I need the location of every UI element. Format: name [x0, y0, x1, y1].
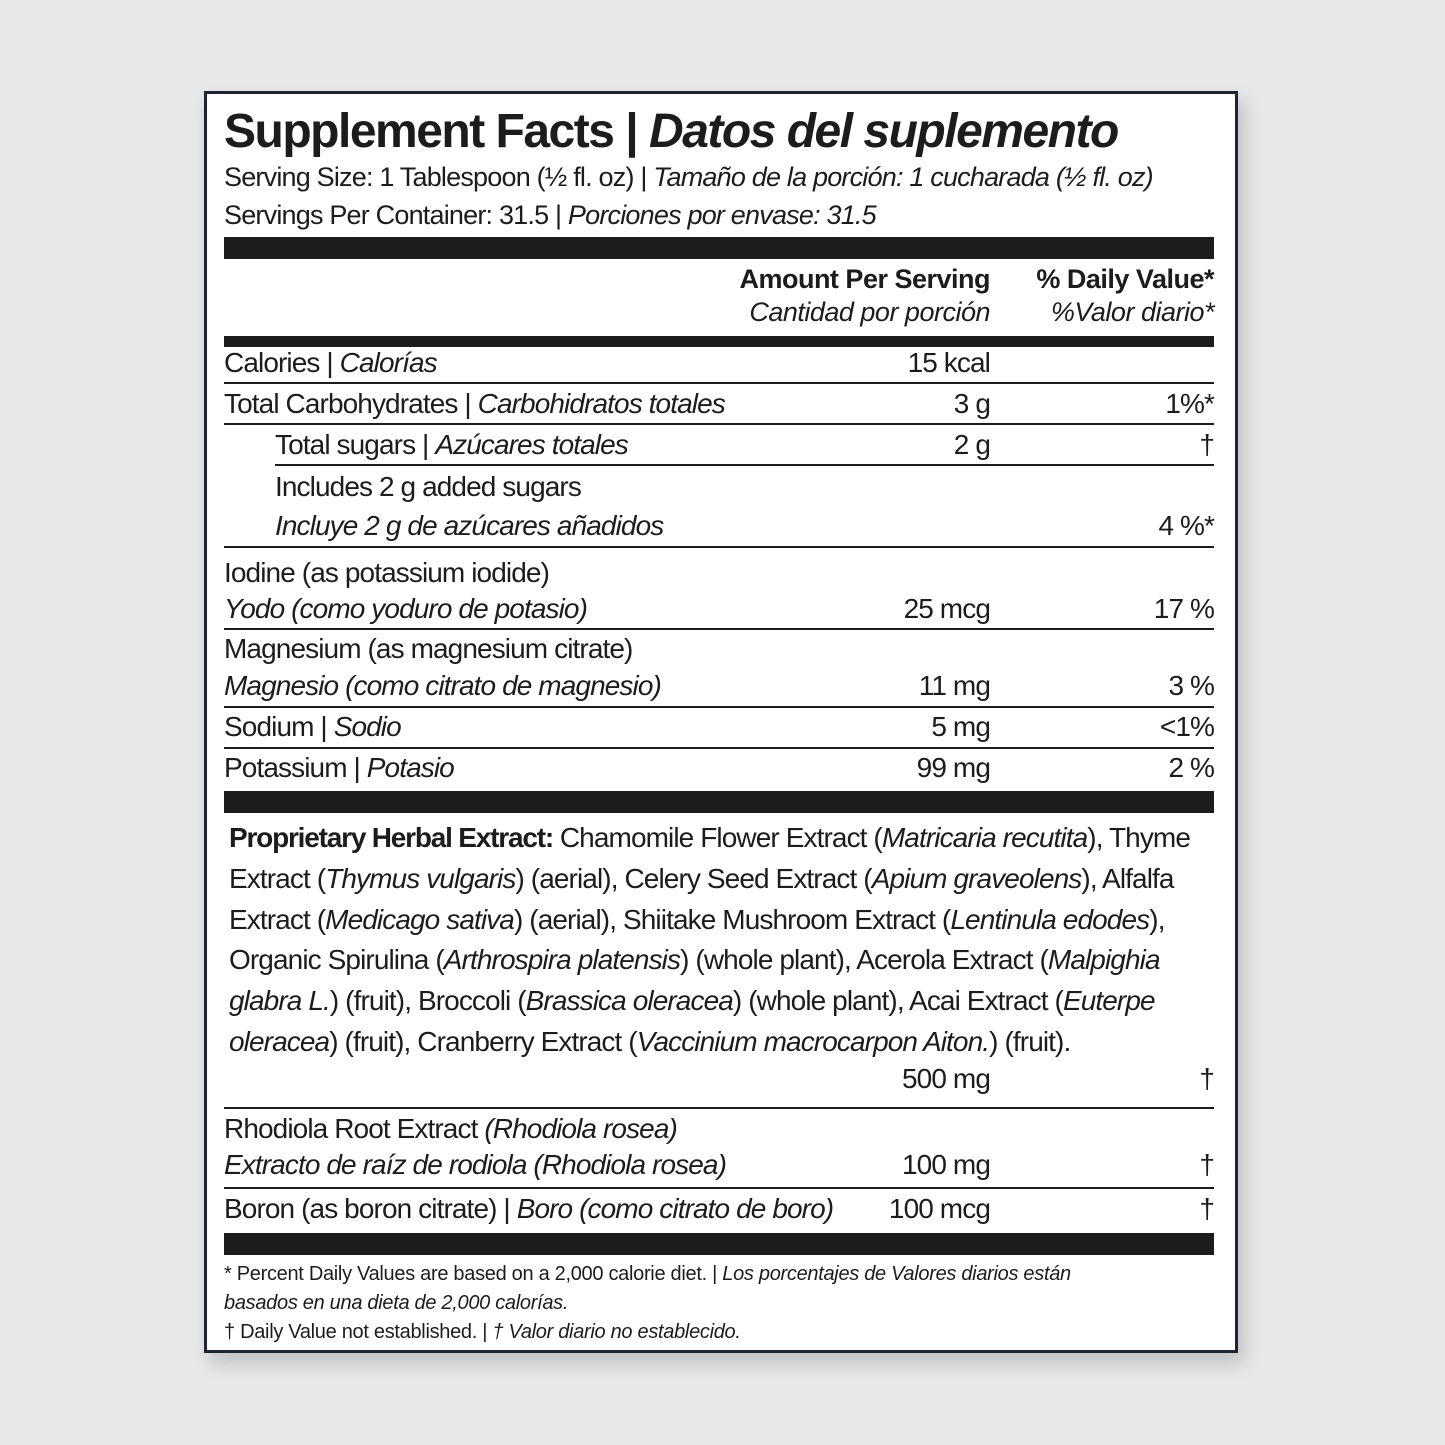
page-title [224, 104, 1118, 159]
serving-size [224, 162, 1153, 193]
footnote-1-sep: | [706, 1263, 723, 1285]
thick-divider [224, 1233, 1214, 1255]
title-separator: | [613, 105, 650, 158]
potassium-label-es: Potasio [366, 752, 454, 783]
footnote-2-sep: | [477, 1321, 493, 1343]
sugars-label-es: Azúcares totales [435, 429, 628, 460]
blend-latin: Vaccinium macrocarpon Aiton. [636, 1025, 990, 1057]
proprietary-blend-text [229, 818, 1214, 1063]
footnote-2-en: † Daily Value not established. [224, 1321, 478, 1343]
carbs-label-es: Carbohidratos totales [477, 388, 725, 419]
blend-text: ) (fruit). [989, 1025, 1071, 1057]
footnote-2-es: † Valor diario no establecido. [492, 1321, 741, 1343]
blend-latin: Lentinula edodes [950, 903, 1150, 935]
boron-dv: † [1199, 1193, 1214, 1224]
sugars-sep: | [415, 429, 436, 460]
blend-latin: Malpighia [1047, 944, 1160, 976]
calories-label-en: Calories [224, 347, 320, 378]
blend-latin: oleracea [229, 1025, 330, 1057]
iodine-amount: 25 mcg [903, 593, 990, 624]
servings-es: Porciones por envase: 31.5 [567, 200, 876, 230]
supplement-facts-panel [204, 91, 1238, 1353]
blend-text: ) (fruit), Cranberry Extract ( [329, 1025, 637, 1057]
proprietary-blend-label: Proprietary Herbal Extract: [229, 822, 553, 853]
blend-text: ) (whole plant), Acerola Extract ( [680, 944, 1048, 976]
calories-amount: 15 kcal [907, 347, 990, 378]
boron-sep: | [496, 1193, 517, 1224]
potassium-dv: 2 % [1168, 752, 1214, 783]
footnote-1-es-continued: basados en una dieta de 2,000 calorías. [224, 1292, 569, 1314]
calories-label-es: Calorías [339, 347, 437, 378]
dv-header-es: %Valor diario* [1050, 297, 1214, 327]
thick-divider [224, 791, 1214, 813]
servings-sep: | [548, 200, 568, 230]
sodium-label-es: Sodio [333, 711, 401, 742]
dv-header-en: % Daily Value* [1036, 264, 1214, 294]
blend-latin: Medicago sativa [325, 903, 514, 935]
blend-latin: Arthrospira platensis [443, 944, 681, 976]
row-divider [224, 382, 1214, 384]
footnote-1-es: Los porcentajes de Valores diarios están [722, 1263, 1071, 1285]
medium-divider [224, 336, 1214, 347]
magnesium-label-es: Magnesio (como citrato de magnesio) [224, 670, 661, 701]
thick-divider [224, 237, 1214, 259]
serving-size-es: Tamaño de la porción: 1 cucharada (½ fl. oz) [653, 162, 1153, 192]
row-divider [224, 747, 1214, 749]
servings-per-container [224, 200, 876, 231]
blend-text: Organic Spirulina ( [229, 944, 444, 976]
magnesium-label-en: Magnesium (as magnesium citrate) [224, 633, 633, 664]
blend-text: ) (whole plant), Acai Extract ( [732, 985, 1063, 1017]
iodine-label-es: Yodo (como yoduro de potasio) [224, 593, 588, 624]
serving-size-en: Serving Size: 1 Tablespoon (½ fl. oz) [224, 162, 634, 192]
carbs-dv: 1%* [1165, 388, 1214, 419]
rhodiola-amount: 100 mg [902, 1149, 990, 1180]
sugars-dv: † [1199, 429, 1214, 460]
servings-en: Servings Per Container: 31.5 [224, 200, 549, 230]
blend-latin: Apium graveolens [871, 862, 1082, 894]
blend-latin: Thymus vulgaris [325, 862, 516, 894]
amount-header-en: Amount Per Serving [739, 264, 990, 294]
blend-text: Chamomile Flower Extract ( [552, 822, 882, 853]
sodium-amount: 5 mg [931, 711, 990, 742]
carbs-label-en: Total Carbohydrates [224, 388, 458, 419]
blend-text: ) (aerial), Shiitake Mushroom Extract ( [513, 903, 951, 935]
proprietary-blend-dv: † [1199, 1063, 1214, 1094]
boron-amount: 100 mcg [888, 1193, 990, 1224]
boron-label-es: Boro (como citrato de boro) [516, 1193, 834, 1224]
calories-sep: | [319, 347, 340, 378]
blend-latin: Matricaria recutita [881, 822, 1088, 853]
footnote-not-established [224, 1321, 741, 1344]
rhodiola-latin: (Rhodiola rosea) [477, 1113, 677, 1144]
blend-text: Extract ( [229, 862, 326, 894]
blend-text: ) (aerial), Celery Seed Extract ( [515, 862, 872, 894]
potassium-amount: 99 mg [916, 752, 990, 783]
row-divider [224, 628, 1214, 630]
blend-text: Extract ( [229, 903, 326, 935]
row-divider [224, 1107, 1214, 1109]
blend-latin: Brassica oleracea [525, 985, 733, 1017]
sugars-label-en: Total sugars [275, 429, 416, 460]
row-divider [224, 706, 1214, 708]
potassium-sep: | [346, 752, 367, 783]
title-en: Supplement Facts [224, 105, 614, 158]
blend-text: ), [1149, 903, 1165, 935]
sodium-label-en: Sodium [224, 711, 314, 742]
magnesium-dv: 3 % [1168, 670, 1214, 701]
title-es: Datos del suplemento [649, 105, 1118, 158]
amount-header-es: Cantidad por porción [749, 297, 990, 327]
blend-latin: Euterpe [1062, 985, 1155, 1017]
rhodiola-label-en: Rhodiola Root Extract [224, 1113, 478, 1144]
row-divider [275, 464, 1214, 466]
blend-latin: glabra L. [229, 985, 330, 1017]
proprietary-blend-amount: 500 mg [902, 1063, 990, 1094]
footnote-1-en: * Percent Daily Values are based on a 2,000 calorie diet. [224, 1263, 707, 1285]
sugars-amount: 2 g [953, 429, 990, 460]
added-sugars-dv: 4 %* [1158, 510, 1214, 541]
rhodiola-label-es: Extracto de raíz de rodiola (Rhodiola rosea) [224, 1149, 727, 1180]
added-sugars-label-en: Includes 2 g added sugars [275, 471, 581, 502]
carbs-sep: | [457, 388, 478, 419]
iodine-label-en: Iodine (as potassium iodide) [224, 557, 549, 588]
boron-label-en: Boron (as boron citrate) [224, 1193, 497, 1224]
carbs-amount: 3 g [953, 388, 990, 419]
potassium-label-en: Potassium [224, 752, 347, 783]
row-divider [224, 423, 1214, 425]
sodium-dv: <1% [1159, 711, 1214, 742]
blend-text: ), Thyme [1087, 822, 1191, 853]
iodine-dv: 17 % [1153, 593, 1214, 624]
row-divider [224, 546, 1214, 548]
blend-text: ), Alfalfa [1081, 862, 1174, 894]
rhodiola-dv: † [1199, 1149, 1214, 1180]
sodium-sep: | [313, 711, 334, 742]
blend-text: ) (fruit), Broccoli ( [329, 985, 526, 1017]
serving-size-sep: | [633, 162, 654, 192]
magnesium-amount: 11 mg [918, 670, 990, 701]
footnote-daily-values [224, 1263, 1071, 1286]
added-sugars-label-es: Incluye 2 g de azúcares añadidos [275, 510, 664, 541]
row-divider [224, 1187, 1214, 1189]
